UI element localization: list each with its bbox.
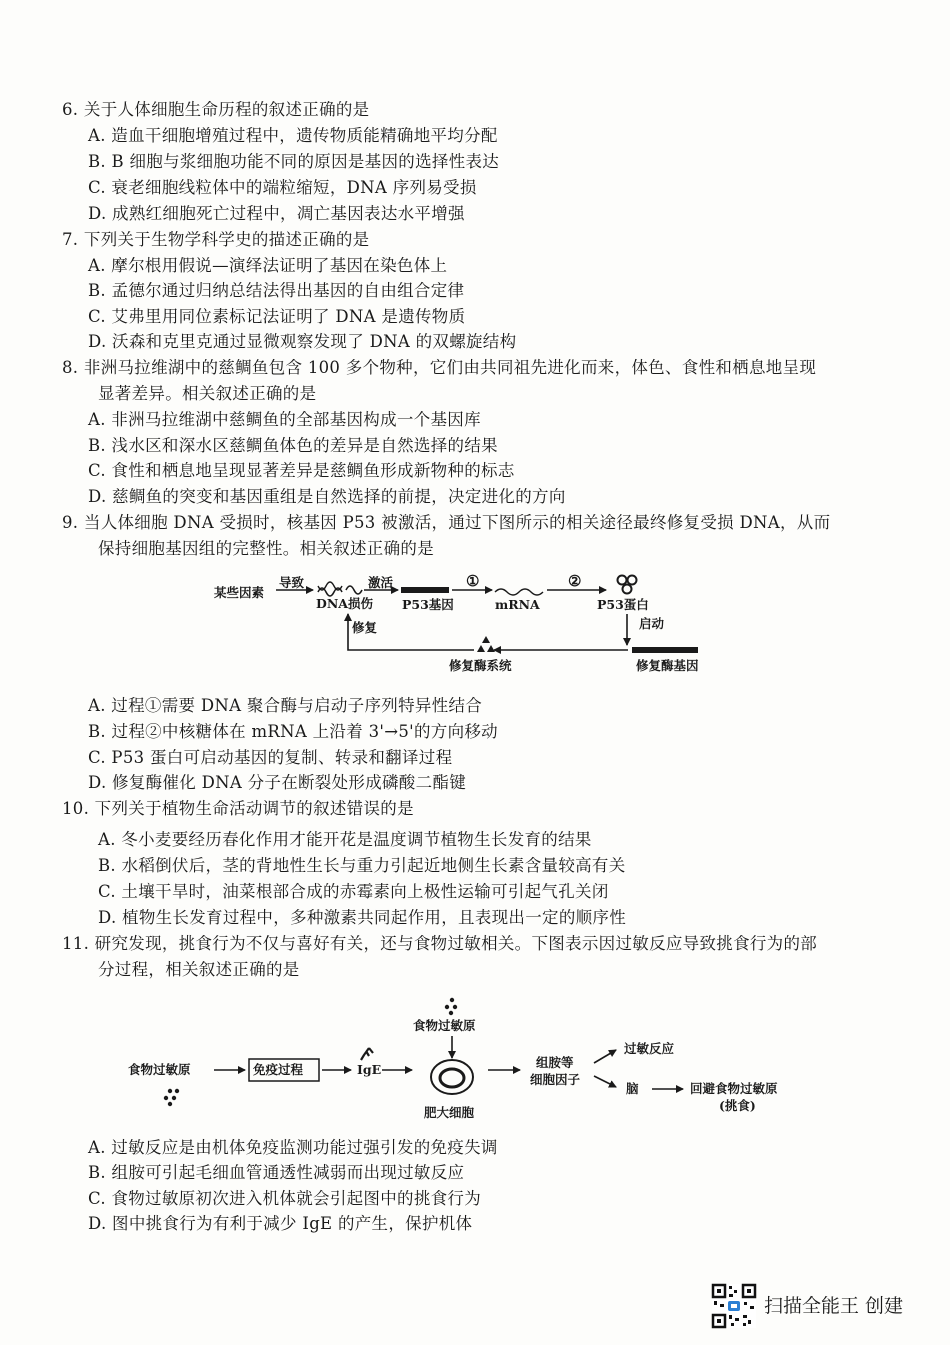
question-7-option-a: A. 摩尔根用假说—演绎法证明了基因在染色体上 xyxy=(88,256,448,275)
label-dna-damage: DNA损伤 xyxy=(316,596,373,611)
label-p53-gene: P53基因 xyxy=(402,597,454,612)
question-10-stem: 10. 下列关于植物生命活动调节的叙述错误的是 xyxy=(62,799,414,818)
label-repair: 修复 xyxy=(352,620,378,635)
question-9-option-a: A. 过程①需要 DNA 聚合酶与启动子序列特异性结合 xyxy=(88,696,483,715)
label-brain: 脑 xyxy=(626,1081,639,1096)
question-6-option-c: C. 衰老细胞线粒体中的端粒缩短，DNA 序列易受损 xyxy=(88,178,477,197)
question-9-stem: 9. 当人体细胞 DNA 受损时，核基因 P53 被激活，通过下图所示的相关途径最终修复受损 DNA，从而 xyxy=(62,513,831,532)
label-cause: 导致 xyxy=(279,575,305,590)
question-6-option-b: B. B 细胞与浆细胞功能不同的原因是基因的选择性表达 xyxy=(88,152,500,171)
label-mast-cell: 肥大细胞 xyxy=(424,1105,475,1120)
label-p53-protein: P53蛋白 xyxy=(597,597,649,612)
label-allergic-reaction: 过敏反应 xyxy=(624,1041,675,1056)
scanner-watermark: 扫描全能王 创建 xyxy=(764,1295,904,1317)
label-avoid-allergen: 回避食物过敏原 xyxy=(690,1081,778,1096)
label-ige: IgE xyxy=(357,1062,382,1077)
question-9-option-b: B. 过程②中核糖体在 mRNA 上沿着 3'→5'的方向移动 xyxy=(88,722,498,741)
label-start: 启动 xyxy=(639,616,665,631)
question-11-stem-cont: 分过程，相关叙述正确的是 xyxy=(98,960,300,979)
question-11-option-c: C. 食物过敏原初次进入机体就会引起图中的挑食行为 xyxy=(88,1189,482,1208)
question-11-option-a: A. 过敏反应是由机体免疫监测功能过强引发的免疫失调 xyxy=(88,1138,498,1157)
question-8-stem-cont: 显著差异。相关叙述正确的是 xyxy=(98,384,317,403)
question-7-option-c: C. 艾弗里用同位素标记法证明了 DNA 是遗传物质 xyxy=(88,307,466,326)
question-9-option-d: D. 修复酶催化 DNA 分子在断裂处形成磷酸二酯键 xyxy=(88,773,467,792)
question-7-option-d: D. 沃森和克里克通过显微观察发现了 DNA 的双螺旋结构 xyxy=(88,332,517,351)
label-factor: 某些因素 xyxy=(214,585,265,600)
question-6-option-a: A. 造血干细胞增殖过程中，遗传物质能精确地平均分配 xyxy=(88,126,498,145)
label-histamine-2: 细胞因子 xyxy=(530,1072,581,1087)
question-10-option-b: B. 水稻倒伏后，茎的背地性生长与重力引起近地侧生长素含量较高有关 xyxy=(98,856,626,875)
question-7-stem: 7. 下列关于生物学科学史的描述正确的是 xyxy=(62,230,370,249)
question-8-option-a: A. 非洲马拉维湖中慈鲷鱼的全部基因构成一个基因库 xyxy=(88,410,481,429)
question-11-stem: 11. 研究发现，挑食行为不仅与喜好有关，还与食物过敏相关。下图表示因过敏反应导致挑食行为的部 xyxy=(62,934,818,953)
question-9-stem-cont: 保持细胞基因组的完整性。相关叙述正确的是 xyxy=(98,539,434,558)
question-6-option-d: D. 成熟红细胞死亡过程中，凋亡基因表达水平增强 xyxy=(88,204,465,223)
label-step-2: ② xyxy=(568,572,582,590)
question-8-option-d: D. 慈鲷鱼的突变和基因重组是自然选择的前提，决定进化的方向 xyxy=(88,487,566,506)
question-11-option-d: D. 图中挑食行为有利于减少 IgE 的产生，保护机体 xyxy=(88,1214,473,1233)
question-9-option-c: C. P53 蛋白可启动基因的复制、转录和翻译过程 xyxy=(88,748,453,767)
question-11-option-b: B. 组胺可引起毛细血管通透性减弱而出现过敏反应 xyxy=(88,1163,465,1182)
question-10-option-d: D. 植物生长发育过程中，多种激素共同起作用，且表现出一定的顺序性 xyxy=(98,908,627,927)
label-step-1: ① xyxy=(466,572,480,590)
question-8-option-c: C. 食性和栖息地呈现显著差异是慈鲷鱼形成新物种的标志 xyxy=(88,461,515,480)
label-allergen-top: 食物过敏原 xyxy=(413,1018,476,1033)
label-enzyme-system: 修复酶系统 xyxy=(449,658,512,673)
label-enzyme-gene: 修复酶基因 xyxy=(636,658,699,673)
question-8-option-b: B. 浅水区和深水区慈鲷鱼体色的差异是自然选择的结果 xyxy=(88,436,498,455)
label-picky: (挑食) xyxy=(719,1098,756,1113)
label-histamine-1: 组胺等 xyxy=(536,1055,574,1070)
question-10-option-c: C. 土壤干旱时，油菜根部合成的赤霉素向上极性运输可引起气孔关闭 xyxy=(98,882,609,901)
label-mrna: mRNA xyxy=(495,597,540,612)
label-activate: 激活 xyxy=(368,575,394,590)
question-10-option-a: A. 冬小麦要经历春化作用才能开花是温度调节植物生长发育的结果 xyxy=(98,830,592,849)
question-8-stem: 8. 非洲马拉维湖中的慈鲷鱼包含 100 多个物种，它们由共同祖先进化而来，体色、食性和栖息地呈现 xyxy=(62,358,817,377)
question-7-option-b: B. 孟德尔通过归纳总结法得出基因的自由组合定律 xyxy=(88,281,465,300)
label-allergen-left: 食物过敏原 xyxy=(128,1062,191,1077)
label-immune-process: 免疫过程 xyxy=(253,1062,304,1077)
question-6-stem: 6. 关于人体细胞生命历程的叙述正确的是 xyxy=(62,100,370,119)
